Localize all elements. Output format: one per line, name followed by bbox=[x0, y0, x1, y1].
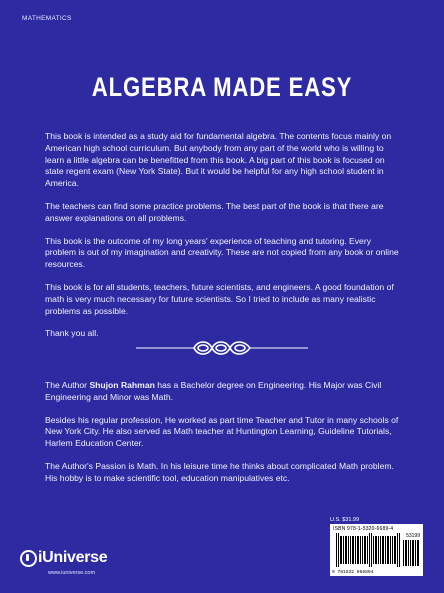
book-description bbox=[45, 131, 401, 351]
description-paragraph-4: This book is for all students, teachers, future scientists, and engineers. A good foundation of math is very much necessary for future scientists. So I tried to include as many realistic problems as possible. bbox=[45, 281, 394, 316]
iuniverse-logo-icon bbox=[20, 550, 37, 567]
isbn-number: ISBN 978-1-5320-6689-4 bbox=[333, 526, 394, 532]
book-title: ALGEBRA MADE EASY bbox=[91, 72, 353, 102]
barcode-block bbox=[330, 517, 423, 577]
thank-you-line: Thank you all. bbox=[45, 328, 99, 339]
category-label: MATHEMATICS bbox=[22, 15, 72, 22]
barcode-supplement-number: 53199 bbox=[406, 533, 420, 539]
author-passion-text: The Author's Passion is Math. In his leisure time he thinks about complicated Math problem. bbox=[45, 460, 394, 471]
barcode-icon bbox=[330, 524, 423, 576]
author-bio bbox=[45, 380, 401, 485]
publisher-name: iUniverse bbox=[38, 549, 108, 566]
author-paragraph-3 bbox=[45, 461, 401, 485]
author-paragraph-2: Besides his regular profession, He worked as part time Teacher and Tutor in many schools of New York City. He also served as Math teacher at Huntington Learning, Guideline Tutorials, Harlem Education Center. bbox=[45, 414, 399, 449]
author-name: Shujon Rahman bbox=[89, 380, 155, 390]
barcode-digits: 9 781532 066894 bbox=[332, 570, 374, 575]
author-hobby-text: His hobby is to make scientific tool, education manipulatives etc. bbox=[45, 472, 290, 483]
author-paragraph-1 bbox=[45, 380, 401, 404]
price-label: U.S. $31.99 bbox=[330, 517, 360, 523]
divider-ornament-icon bbox=[136, 339, 308, 357]
description-paragraph-3: This book is the outcome of my long years' experience of teaching and tutoring. Every problem is out of my imagination and creativity. These are not copied from any book or online resources. bbox=[45, 235, 399, 270]
description-paragraph-1: This book is intended as a study aid for fundamental algebra. The contents focus mainly on American high school curriculum. But anybody from any part of the world who is willing to learn a little algebra can be benefitted from this book. A big part of this book is focused on state regent exam (New York State). But it would be helpful for any high school student in America. bbox=[45, 131, 392, 189]
author-intro-text: The Author bbox=[45, 380, 90, 390]
publisher-url: www.iuniverse.com bbox=[48, 570, 96, 576]
publisher-logo bbox=[20, 549, 108, 576]
description-paragraph-2: The teachers can find some practice problems. The best part of the book is that there are answer explanations on all problems. bbox=[45, 200, 384, 223]
barcode-panel bbox=[330, 524, 423, 576]
author-degree-text: has a Bachelor degree on Engineering. His Major was Civil Engineering and Minor was Math. bbox=[45, 380, 382, 402]
